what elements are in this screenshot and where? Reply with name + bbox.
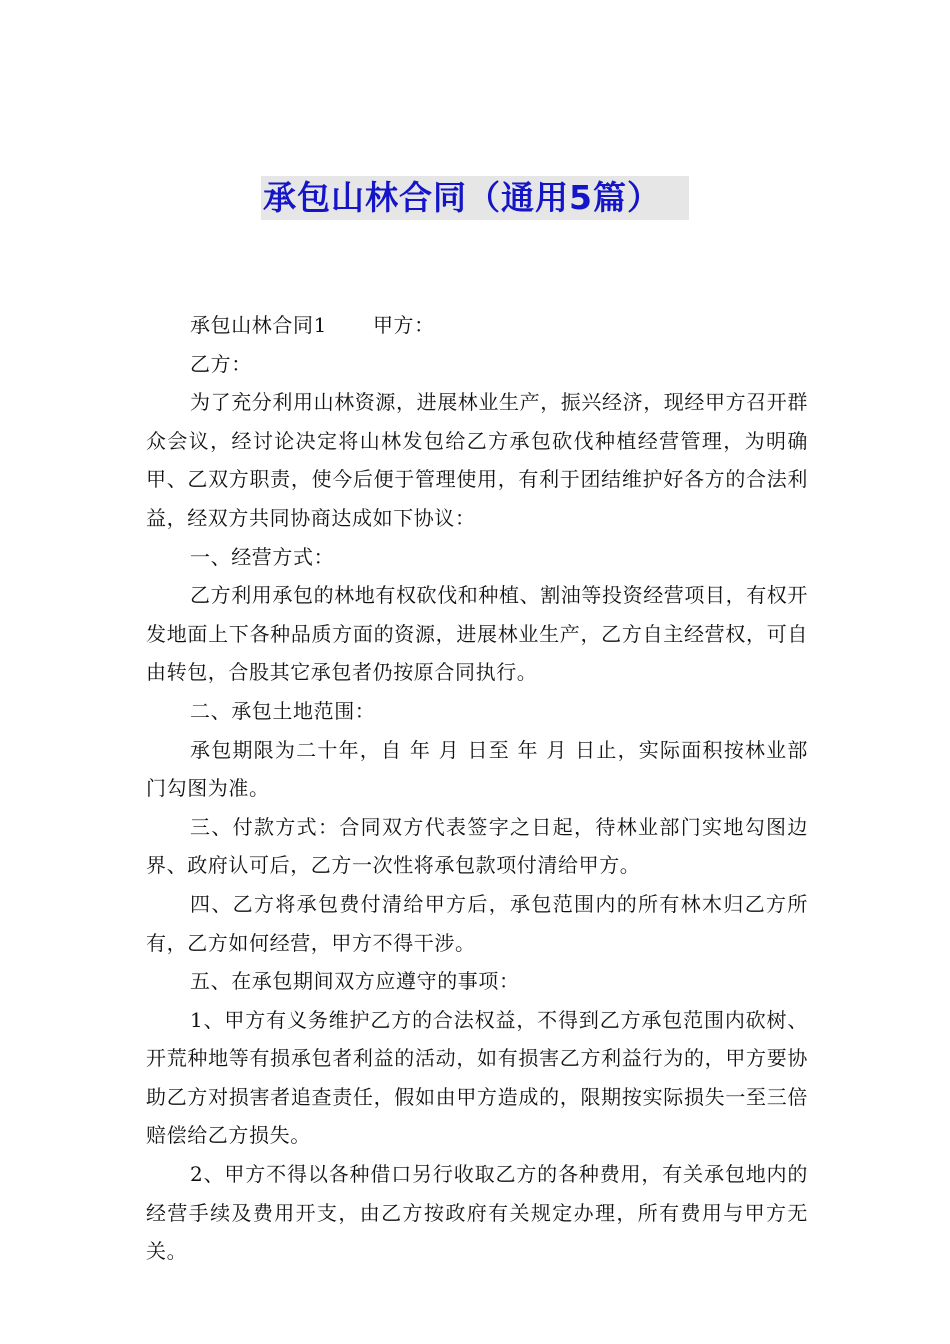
section-2-heading: 二、承包土地范围： — [190, 698, 376, 723]
title-container — [0, 176, 950, 220]
section-1-heading: 一、经营方式： — [190, 544, 335, 569]
section-4-paragraph: 四、乙方将承包费付清给甲方后，承包范围内的所有林木归乙方所有，乙方如何经营，甲方不得干涉。 — [146, 891, 808, 955]
section-5-heading: 五、在承包期间双方应遵守的事项： — [190, 969, 520, 994]
document-body — [146, 306, 808, 1271]
section-3-paragraph: 三、付款方式：合同双方代表签字之日起，待林业部门实地勾图边界、政府认可后，乙方一次性将承包款项付清给甲方。 — [146, 814, 808, 878]
clause-2-paragraph: 2、甲方不得以各种借口另行收取乙方的各种费用，有关承包地内的经营手续及费用开支，由乙方按政府有关规定办理，所有费用与甲方无关。 — [146, 1162, 808, 1264]
section-1-paragraph: 乙方利用承包的林地有权砍伐和种植、割油等投资经营项目，有权开发地面上下各种品质方面的资源，进展林业生产，乙方自主经营权，可自由转包，合股其它承包者仍按原合同执行。 — [146, 583, 808, 685]
clause-1-paragraph: 1、甲方有义务维护乙方的合法权益，不得到乙方承包范围内砍树、开荒种地等有损承包者利益的活动，如有损害乙方利益行为的，甲方要协助乙方对损害者追查责任，假如由甲方造成的，限期按实际损失一至三倍赔偿给乙方损失。 — [146, 1007, 808, 1148]
party-a-label: 甲方： — [372, 313, 435, 337]
section-2-paragraph: 承包期限为二十年，自 年 月 日至 年 月 日止，实际面积按林业部门勾图为准。 — [146, 737, 808, 801]
contract-heading: 承包山林合同1 — [190, 313, 327, 337]
contract-heading-line — [146, 306, 808, 345]
preamble-paragraph: 为了充分利用山林资源，进展林业生产，振兴经济，现经甲方召开群众会议，经讨论决定将山林发包给乙方承包砍伐种植经营管理，为明确甲、乙双方职责，使今后便于管理使用，有利于团结维护好各方的合法利益，经双方共同协商达成如下协议： — [146, 390, 808, 530]
party-b-label: 乙方： — [190, 351, 252, 376]
document-title: 承包山林合同（通用5篇） — [261, 176, 689, 220]
